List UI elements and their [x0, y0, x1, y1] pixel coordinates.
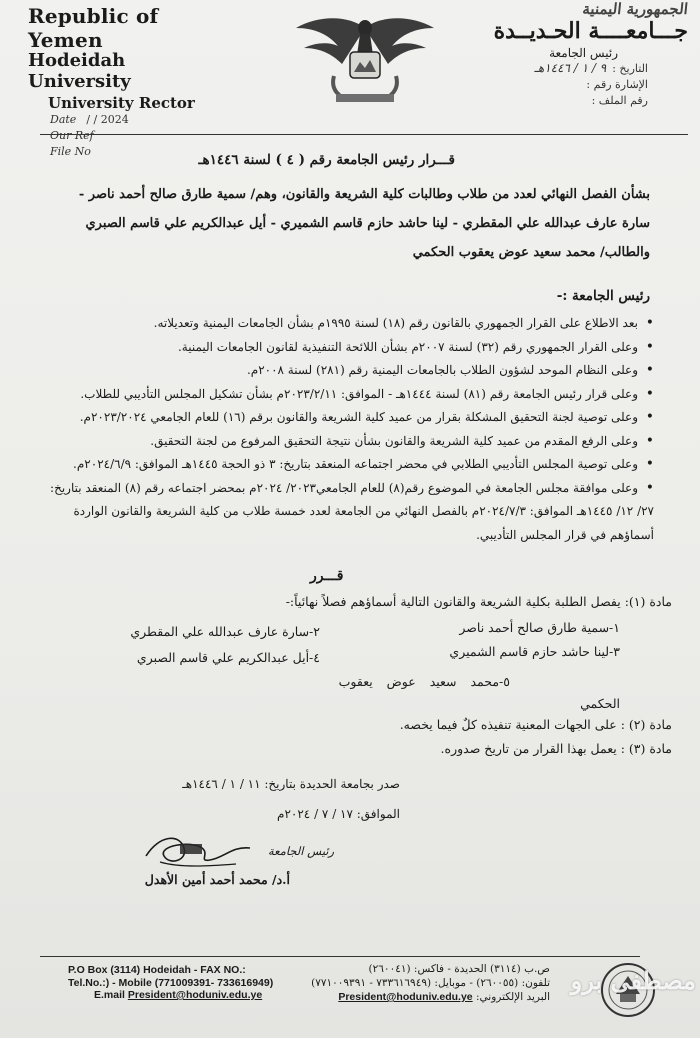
article-1: مادة (١): يفصل الطلبة بكلية الشريعة والقانون التالية أسماؤهم فصلاً نهائياً:- [285, 594, 672, 609]
president-title-ar: رئيس الجامعة [549, 46, 618, 60]
student-name: ٥-محمد سعيد عوض يعقوب [338, 674, 510, 689]
signatory-name: أ.د/ محمد أحمد أمين الأهدل [144, 872, 290, 887]
country-name-en: Republic of Yemen [28, 4, 159, 52]
university-name-en: Hodeidah University [28, 50, 131, 92]
consideration-item: • وعلى القرار الجمهوري رقم (٣٢) لسنة ٢٠٠٧م بشأن اللائحة التنفيذية لقانون الجامعات اليمنية. [34, 336, 654, 360]
handwritten-signature-icon [140, 826, 280, 876]
consideration-continuation: أسماؤهم في قرار المجلس التأديبي. [476, 527, 654, 542]
consideration-item: • وعلى النظام الموحد لشؤون الطلاب بالجامعات اليمنية رقم (٢٨١) لسنة ٢٠٠٨م. [34, 359, 654, 383]
consideration-item: • وعلى قرار رئيس الجامعة رقم (٨١) لسنة ١٤٤٤هـ - الموافق: ٢٠٢٣/٢/١١م بشأن تشكيل المجلس التأديبي للطلاب. [34, 383, 654, 407]
consideration-item: • وعلى موافقة مجلس الجامعة في الموضوع رقم(٨) للعام الجامعي٢٠٢٣/ ٢٠٢٤م بمحضر اجتماعه رقم (٨) المنعقد بتاريخ: [34, 477, 654, 501]
footer-divider [40, 956, 640, 957]
issued-line: صدر بجامعة الحديدة بتاريخ: ١١ / ١ / ١٤٤٦هـ [182, 777, 400, 791]
footer-contact-ar [311, 962, 550, 1004]
date-field-ar: التاريخ :٩ / ١ / ١٤٤٦هـ [534, 61, 648, 75]
student-name: ٤-أيل عبدالكريم علي قاسم الصبري [136, 650, 320, 665]
article-2: مادة (٢) : على الجهات المعنية تنفيذه كلٌ فيما يخصه. [399, 717, 672, 732]
email-link[interactable]: President@hoduniv.edu.ye [127, 989, 263, 1001]
ref-field-ar: الإشارة رقم : [586, 78, 648, 91]
student-name: ٢-سارة عارف عبدالله علي المقطري [130, 624, 320, 639]
file-no-field-en: File No [50, 145, 91, 158]
student-name: ١-سمية طارق صالح أحمد ناصر [459, 620, 620, 635]
article-3: مادة (٣) : يعمل بهذا القرار من تاريخ صدوره. [440, 741, 672, 756]
corresponding-date-line: الموافق: ١٧ / ٧ / ٢٠٢٤م [277, 807, 400, 821]
president-heading: رئيس الجامعة :- [556, 288, 650, 304]
footer-email-en: E.mail President@hoduniv.edu.ye [94, 989, 263, 1001]
footer-contact-en [68, 964, 273, 1002]
header-divider [40, 134, 688, 135]
footer-line: Tel.No.:) - Mobile (771009391- 733616949) [68, 976, 274, 989]
file-field-ar: رقم الملف : [591, 94, 648, 107]
considerations-list [34, 312, 654, 547]
consideration-item: • بعد الاطلاع على القرار الجمهوري بالقانون رقم (١٨) لسنة ١٩٩٥م بشأن الجامعات اليمنية وتعديلاته. [34, 312, 654, 336]
student-name-continuation: الحكمي [580, 696, 620, 711]
arabic-letterhead [458, 0, 688, 109]
english-letterhead [28, 4, 228, 160]
country-name-ar: الجمهورية اليمنية [581, 0, 689, 18]
decides-heading: قـــرر [310, 568, 344, 584]
signature-title: رئيس الجامعة [268, 844, 335, 858]
consideration-item: • وعلى الرفع المقدم من عميد كلية الشريعة والقانون بشأن نتيجة التحقيق المرفوع من لجنة التحقيق. [34, 430, 654, 454]
university-name-ar: جـــامعــــة الحـديــدة [493, 18, 688, 44]
subject-line: والطالب/ محمد سعيد عوض يعقوب الحكمي [412, 245, 650, 260]
footer-email-ar: البريد الإلكتروني: President@hoduniv.edu.ye [338, 991, 550, 1003]
consideration-item: • وعلى توصية المجلس التأديبي الطلابي في محضر اجتماعه المنعقد بتاريخ: ٣ ذو الحجة ١٤٤٥هـ الموافق: ٢٠٢٤/٦/٩م. [34, 453, 654, 477]
student-name: ٣-لينا حاشد حازم قاسم الشميري [449, 644, 620, 659]
rector-title-en: University Rector [48, 94, 195, 112]
footer-line: تلفون: (٢٦٠٠٥٥) - موبايل: (٧٣٣٦١٦٩٤٩ - ٧٧١٠٠٩٣٩١) [311, 977, 550, 989]
email-link[interactable]: President@hoduniv.edu.ye [338, 991, 473, 1003]
issue-date-block [182, 769, 400, 829]
footer-line: P.O Box (3114) Hodeidah - FAX NO.: [68, 964, 246, 976]
subject-line: بشأن الفصل النهائي لعدد من طلاب وطالبات كلية الشريعة والقانون، وهم/ سمية طارق صالح أحمد ناصر - [78, 187, 650, 202]
yemen-emblem-icon [290, 6, 440, 108]
watermark-text: مصطفى برو [570, 966, 696, 995]
consideration-item: • وعلى توصية لجنة التحقيق المشكلة بقرار من عميد كلية الشريعة والقانون برقم (١٦) للعام الجامعي ٢٠٢٣/٢٠٢٤م. [34, 406, 654, 430]
consideration-continuation: ٢٧/ ١٢/ ١٤٤٥هـ الموافق: ٢٠٢٤/٧/٣م بالفصل النهائي من الجامعة لعدد خمسة طلاب من كلية الشريعة والقانون الواردة [73, 504, 654, 518]
decision-title: قـــرار رئيس الجامعة رقم ( ٤ ) لسنة ١٤٤٦هـ [198, 152, 455, 168]
date-field-en: Date / / 2024 [50, 113, 129, 126]
subject-line: سارة عارف عبدالله علي المقطري - لينا حاشد حازم قاسم الشميري - أيل عبدالكريم علي قاسم الصبري [85, 216, 650, 231]
decision-subject [40, 180, 650, 267]
our-ref-field-en: Our Ref [50, 129, 94, 142]
meta-fields-ar [458, 60, 648, 109]
footer-line: ص.ب (٣١١٤) الحديدة - فاكس: (٢٦٠٠٤١) [368, 963, 550, 975]
